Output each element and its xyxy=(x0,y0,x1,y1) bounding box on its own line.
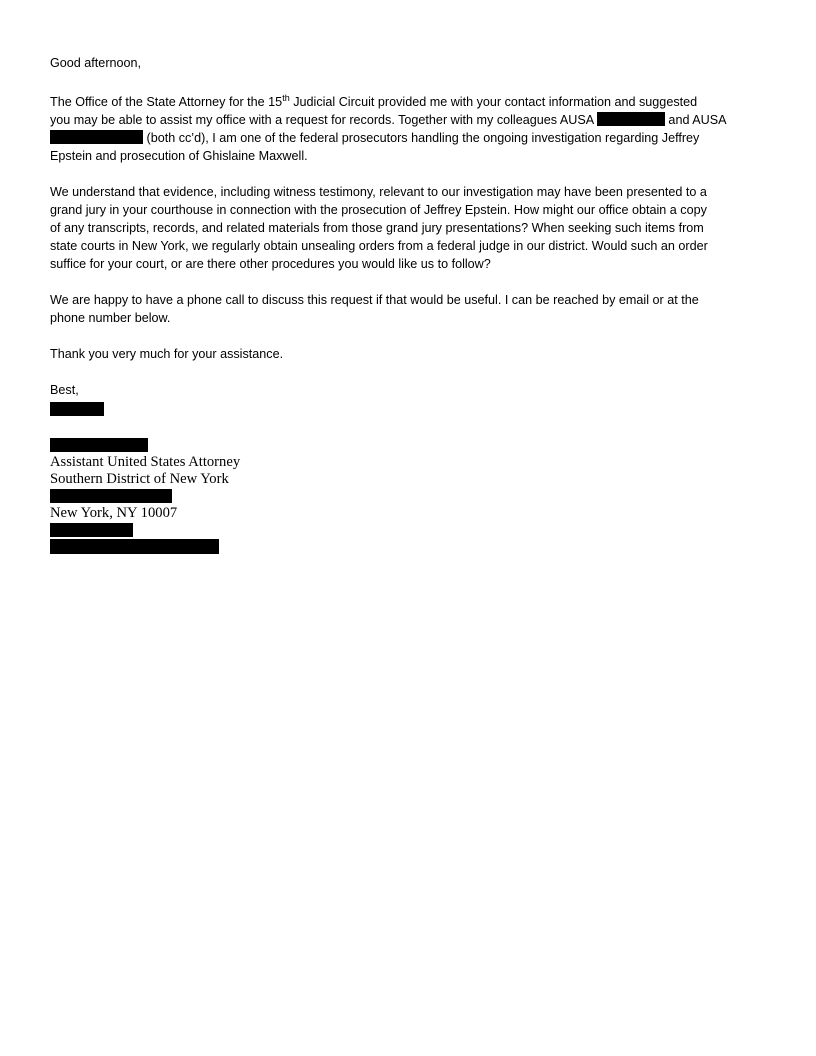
greeting xyxy=(50,54,770,72)
paragraph-2-line-1: We understand that evidence, including witness testimony, relevant to our investigation may have been presented to a xyxy=(50,185,707,199)
paragraph-1-line-4: Epstein and prosecution of Ghislaine Maxwell. xyxy=(50,149,308,163)
paragraph-1 xyxy=(50,93,770,165)
p1-line3-post: (both cc’d), I am one of the federal prosecutors handling the ongoing investigation regarding Jeffrey xyxy=(143,131,700,145)
paragraph-3-line-2: phone number below. xyxy=(50,311,171,325)
signature-city: New York, NY 10007 xyxy=(50,505,178,521)
paragraph-1-line-2 xyxy=(50,111,770,129)
redaction-email xyxy=(50,539,219,554)
redaction-colleague-2 xyxy=(50,130,143,144)
paragraph-4-line-1: Thank you very much for your assistance. xyxy=(50,347,284,361)
paragraph-3 xyxy=(50,291,770,327)
redaction-street-address xyxy=(50,489,172,503)
paragraph-1-line-3 xyxy=(50,129,770,147)
closing-text: Best, xyxy=(50,383,79,397)
redaction-signer-full-name xyxy=(50,438,148,452)
redaction-colleague-1 xyxy=(597,112,665,126)
signature-office: Southern District of New York xyxy=(50,471,229,487)
paragraph-2-line-4: state courts in New York, we regularly obtain unsealing orders from a federal judge in our district. Would such an order xyxy=(50,239,708,253)
paragraph-2-line-2: grand jury in your courthouse in connection with the prosecution of Jeffrey Epstein. How might our office obtain a copy xyxy=(50,203,707,217)
p1-line1-post: Judicial Circuit provided me with your contact information and suggested xyxy=(289,95,698,109)
p1-line2-pre: you may be able to assist my office with a request for records. Together with my colleagues AUSA xyxy=(50,113,597,127)
closing xyxy=(50,381,770,399)
greeting-text: Good afternoon, xyxy=(50,56,142,70)
redaction-phone xyxy=(50,523,133,537)
paragraph-1-line-1 xyxy=(50,93,770,111)
redaction-signer-first-name xyxy=(50,402,104,416)
paragraph-3-line-1: We are happy to have a phone call to discuss this request if that would be useful. I can be reached by email or at the xyxy=(50,293,699,307)
paragraph-2-line-5: suffice for your court, or are there other procedures you would like us to follow? xyxy=(50,257,491,271)
paragraph-2 xyxy=(50,183,770,273)
paragraph-2-line-3: of any transcripts, records, and related materials from those grand jury presentations? When seeking such items from xyxy=(50,221,704,235)
p1-line2-post: and AUSA xyxy=(664,113,727,127)
paragraph-4 xyxy=(50,345,770,363)
signature-title: Assistant United States Attorney xyxy=(50,454,241,470)
ordinal-suffix: th xyxy=(282,93,290,103)
p1-line1-pre: The Office of the State Attorney for the 15 xyxy=(50,95,283,109)
